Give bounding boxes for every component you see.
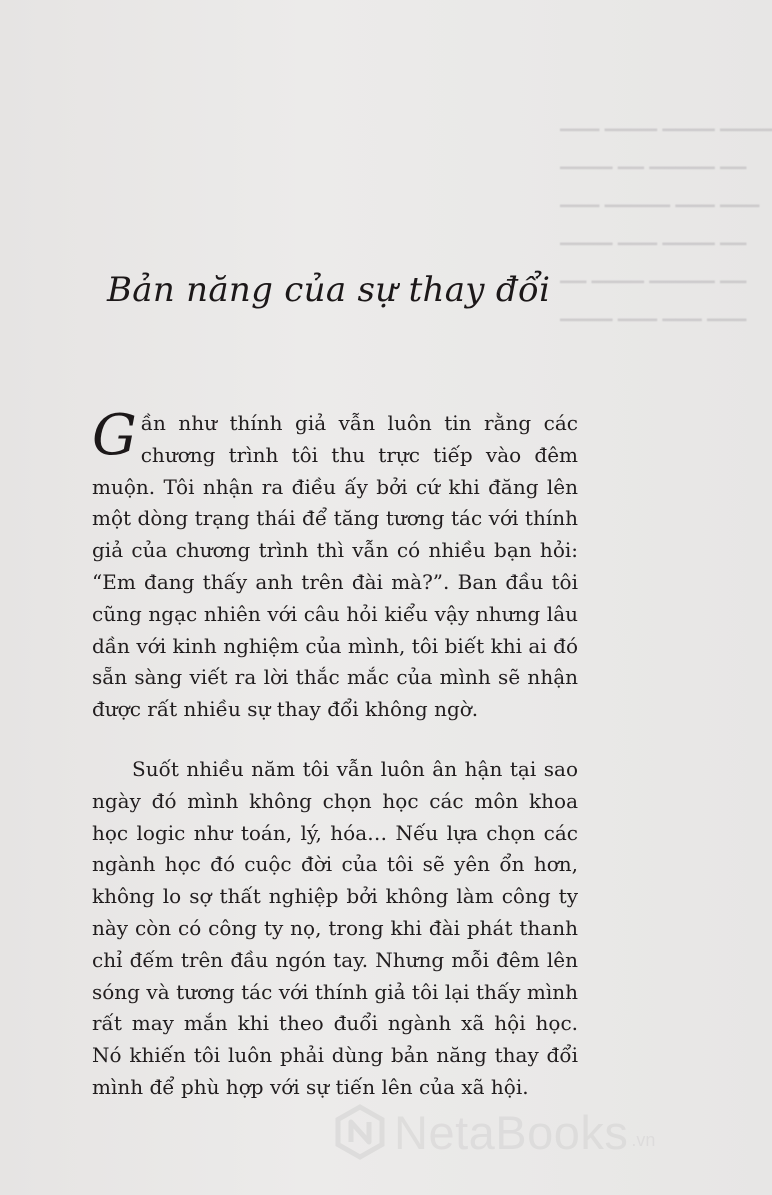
paragraph-1-text: ần như thính giả vẫn luôn tin rằng các chương trình tôi thu trực tiếp vào đêm muộn. Tôi nhận ra điều ấy bởi cứ khi đăng lên một dòng trạng thái để tăng tương tác với thính giả của chương trình thì vẫn có nhiều bạn hỏi: “Em đang thấy anh trên đài mà?”. Ban đầu tôi cũng ngạc nhiên với câu hỏi kiểu vậy nhưng lâu dần với kinh nghiệm của mình, tôi biết khi ai đó sẵn sàng viết ra lời thắc mắc của mình sẽ nhận được rất nhiều sự thay đổi không ngờ. (92, 411, 578, 722)
paragraph-2: Suốt nhiều năm tôi vẫn luôn ân hận tại sao ngày đó mình không chọn học các môn khoa học logic như toán, lý, hóa… Nếu lựa chọn các ngành học đó cuộc đời của tôi sẽ yên ổn hơn, không lo sợ thất nghiệp bởi không làm công ty này còn có công ty nọ, trong khi đài phát thanh chỉ đếm trên đầu ngón tay. Nhưng mỗi đêm lên sóng và tương tác với thính giả tôi lại thấy mình rất may mắn khi theo đuổi ngành xã hội học. Nó khiến tôi luôn phải dùng bản năng thay đổi mình để phù hợp với sự tiến lên của xã hội. (92, 756, 578, 1099)
bleed-through-text: ▁▁▁ ▁▁▁▁ ▁▁▁▁ ▁▁▁▁ ▁▁▁▁ ▁▁ ▁▁▁▁▁ ▁▁ ▁▁▁ ▁▁▁▁▁ ▁▁▁ ▁▁▁ ▁▁▁▁ ▁▁▁ ▁▁▁▁ ▁▁ ▁▁ ▁▁▁▁ ▁▁▁▁▁ ▁▁ ▁▁▁▁ ▁▁▁ ▁▁▁ ▁▁▁ (560, 112, 772, 322)
body-text (92, 403, 578, 1104)
netabooks-logo-icon (332, 1104, 388, 1160)
drop-cap: G (92, 403, 137, 468)
paragraph-1 (92, 403, 578, 726)
watermark-domain: .vn (631, 1129, 656, 1150)
watermark (332, 1104, 655, 1160)
chapter-title: Bản năng của sự thay đổi (107, 270, 551, 310)
watermark-brand: NetaBooks (394, 1105, 629, 1159)
